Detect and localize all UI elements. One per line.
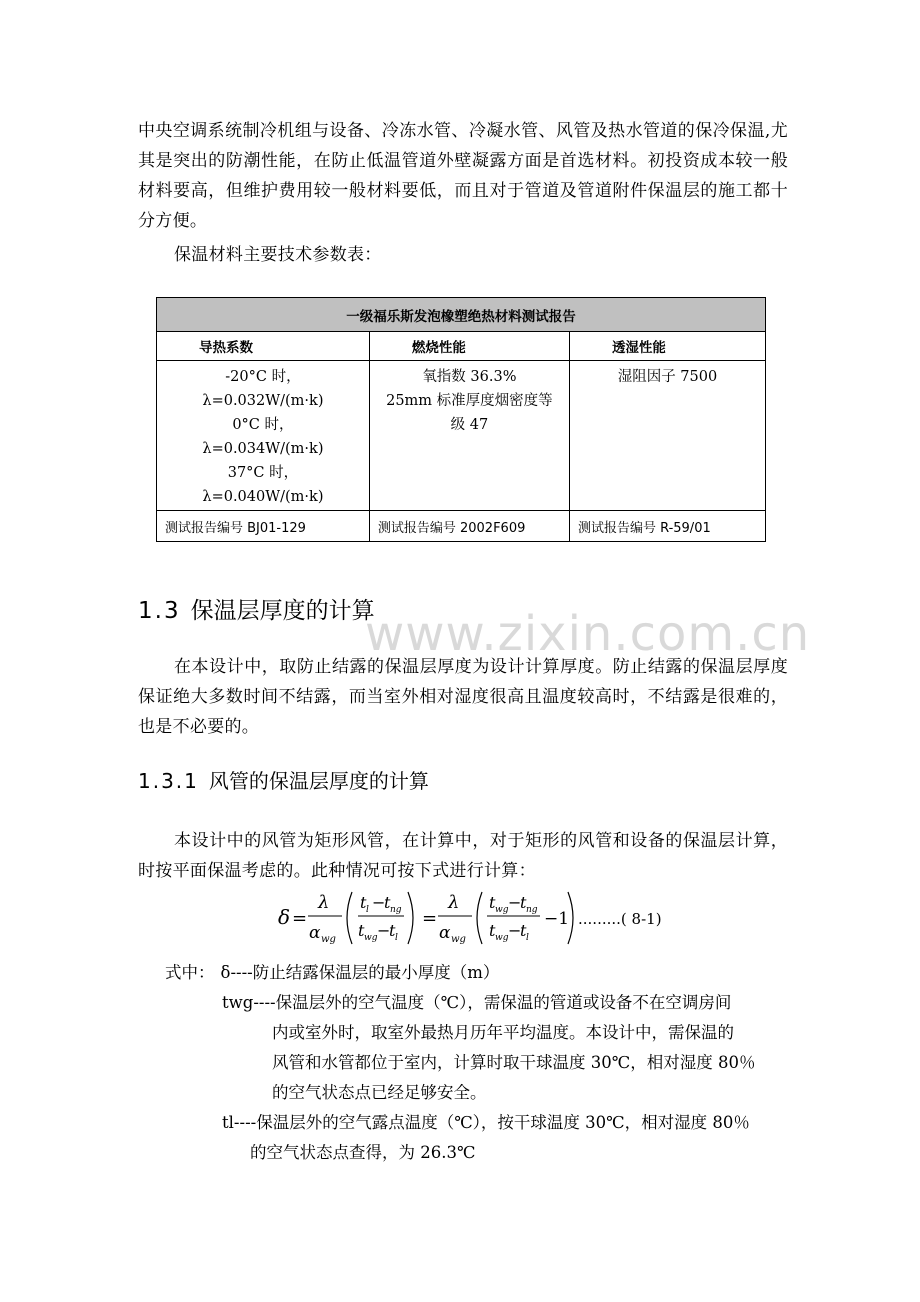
footer-report-1: 测试报告编号 BJ01-129 bbox=[157, 511, 370, 542]
table-footer-row bbox=[157, 511, 766, 542]
formula-sub: wg bbox=[364, 933, 378, 943]
formula-minus-one: −1 bbox=[544, 909, 570, 929]
cell-thermal-conductivity bbox=[157, 361, 370, 511]
table-title: 一级福乐斯发泡橡塑绝热材料测试报告 bbox=[157, 298, 766, 332]
formula-sub: l bbox=[526, 933, 529, 943]
spec-table bbox=[156, 297, 766, 542]
definition-delta bbox=[165, 958, 499, 988]
formula-alpha-sub: wg bbox=[321, 934, 336, 945]
definition-twg-cont: 内或室外时，取室外最热月历年平均温度。本设计中，需保温的 bbox=[272, 1023, 734, 1042]
formula-eq: = bbox=[422, 908, 438, 929]
formula-minus: − bbox=[508, 893, 522, 912]
term-delta: δ bbox=[220, 963, 231, 982]
table-header-row bbox=[157, 332, 766, 361]
formula-t: t bbox=[520, 921, 527, 940]
intro-paragraph: 中央空调系统制冷机组与设备、冷冻水管、冷凝水管、风管及热水管道的保冷保温,尤其是突出的防潮性能，在防止低温管道外壁凝露方面是首选材料。初投资成本较一般材料要高，但维护费用较一般材料要低，而且对于管道及管道附件保温层的施工都十分方便。 bbox=[138, 121, 788, 231]
formula-alpha: α bbox=[309, 923, 321, 943]
cell-line: λ=0.040W/(m·k) bbox=[202, 489, 324, 505]
footer-report-2: 测试报告编号 2002F609 bbox=[369, 511, 569, 542]
paren-right bbox=[408, 892, 413, 944]
definition-twg bbox=[222, 988, 731, 1018]
formula-label: .........( 8-1) bbox=[578, 910, 662, 928]
formula-t: t bbox=[358, 921, 365, 940]
formula-sub: wg bbox=[495, 905, 509, 915]
definition-twg-cont: 风管和水管都位于室内，计算时取干球温度 30℃，相对湿度 80％ bbox=[272, 1053, 756, 1072]
formula-alpha-sub: wg bbox=[451, 934, 466, 945]
cell-line: 氧指数 36.3% bbox=[422, 369, 517, 385]
table-row bbox=[157, 361, 766, 511]
section-1-3-1-paragraph: 本设计中的风管为矩形风管，在计算中，对于矩形的风管和设备的保温层计算，时按平面保温考虑的。此种情况可按下式进行计算： bbox=[138, 831, 788, 881]
formula-minus: − bbox=[508, 921, 522, 940]
formula-t: t bbox=[489, 921, 496, 940]
paren-left bbox=[347, 892, 352, 944]
footer-report-3: 测试报告编号 R-59/01 bbox=[569, 511, 765, 542]
formula-lambda: λ bbox=[318, 892, 330, 913]
cell-line: 0°C 时， bbox=[232, 417, 294, 433]
cell-combustion bbox=[369, 361, 569, 511]
section-number: 1.3 bbox=[138, 598, 181, 624]
desc-delta: ----防止结露保温层的最小厚度（m） bbox=[230, 963, 500, 982]
formula-t: t bbox=[384, 893, 391, 912]
section-title: 保温层厚度的计算 bbox=[190, 598, 375, 624]
formula-minus: − bbox=[377, 921, 391, 940]
formula-8-1 bbox=[276, 888, 676, 948]
formula-eq: = bbox=[292, 908, 308, 929]
cell-line: 级 47 bbox=[450, 417, 489, 433]
formula-t: t bbox=[389, 921, 396, 940]
cell-line: 湿阻因子 7500 bbox=[617, 369, 718, 385]
formula-alpha: α bbox=[439, 923, 451, 943]
section-1-3-paragraph: 在本设计中，取防止结露的保温层厚度为设计计算厚度。防止结露的保温层厚度保证绝大多数时间不结露，而当室外相对湿度很高且温度较高时，不结露是很难的，也是不必要的。 bbox=[138, 657, 788, 737]
cell-line: λ=0.034W/(m·k) bbox=[202, 441, 324, 457]
cell-line: -20°C 时， bbox=[225, 369, 301, 385]
formula-sub: wg bbox=[495, 933, 509, 943]
definitions-intro: 式中： bbox=[165, 963, 215, 982]
watermark: www.zixin.com.cn bbox=[365, 606, 811, 662]
header-thermal-conductivity: 导热系数 bbox=[157, 332, 370, 361]
paren-left bbox=[477, 892, 482, 944]
cell-line: 25mm 标准厚度烟密度等 bbox=[386, 393, 553, 409]
formula-t: t bbox=[520, 893, 527, 912]
cell-line: λ=0.032W/(m·k) bbox=[202, 393, 324, 409]
cell-line: 37°C 时， bbox=[227, 465, 299, 481]
formula-lambda: λ bbox=[448, 892, 460, 913]
formula-sub: ng bbox=[390, 905, 402, 915]
formula-sub: l bbox=[366, 905, 369, 915]
cell-moisture bbox=[569, 361, 765, 511]
formula-t: t bbox=[360, 893, 367, 912]
definition-twg-cont: 的空气状态点已经足够安全。 bbox=[272, 1083, 487, 1102]
term-tl: tl bbox=[222, 1113, 234, 1132]
table-caption: 保温材料主要技术参数表： bbox=[174, 245, 382, 265]
section-heading-1-3-1 bbox=[138, 765, 429, 794]
formula-svg bbox=[276, 888, 676, 948]
desc-tl: ----保温层外的空气露点温度（℃），按干球温度 30℃，相对湿度 80％ bbox=[233, 1113, 750, 1132]
section-title: 风管的保温层厚度的计算 bbox=[208, 769, 429, 793]
formula-sub: ng bbox=[526, 905, 538, 915]
section-number: 1.3.1 bbox=[138, 769, 199, 793]
term-twg: twg bbox=[222, 993, 254, 1012]
formula-delta: δ bbox=[278, 905, 291, 929]
header-combustion: 燃烧性能 bbox=[369, 332, 569, 361]
definition-tl-cont: 的空气状态点查得，为 26.3℃ bbox=[250, 1143, 476, 1162]
desc-twg: ----保温层外的空气温度（℃），需保温的管道或设备不在空调房间 bbox=[253, 993, 732, 1012]
table-title-row bbox=[157, 298, 766, 332]
section-heading-1-3 bbox=[138, 592, 375, 625]
formula-t: t bbox=[489, 893, 496, 912]
definition-tl bbox=[222, 1108, 750, 1138]
formula-sub: l bbox=[395, 933, 398, 943]
header-moisture: 透湿性能 bbox=[569, 332, 765, 361]
formula-minus: − bbox=[372, 893, 386, 912]
